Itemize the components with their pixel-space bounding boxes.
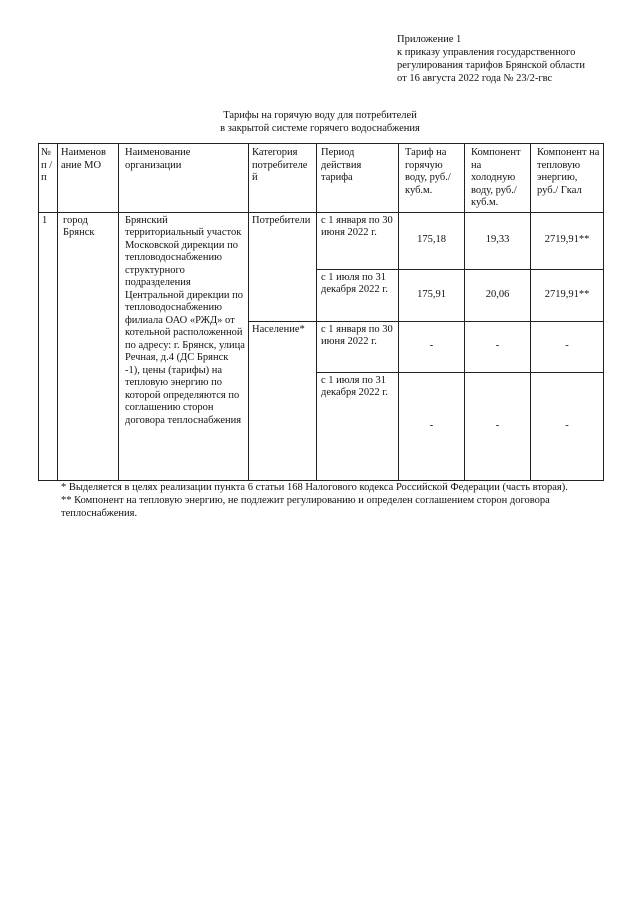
row-tariff: - [399,321,465,372]
header-cold: Компонент на холодную воду, руб./ куб.м. [465,144,531,213]
table-header-row [39,144,604,213]
row-organization: Брянский территориальный участок Московской дирекции по тепловодоснабжению структурного подразделения Центральной дирекции по тепловодоснабжению филиала ОАО «РЖД» от котельной расположенной по адресу: г. Брянск, улица Речная, д.4 (ДС Брянск -1), цены (тарифы) на тепловую энергию по которой определяются по соглашению сторон договора теплоснабжения [119,212,249,480]
appendix-line: от 16 августа 2022 года № 23/2-гвс [397,73,553,84]
header-category: Категория потребителе й [249,144,317,213]
row-period: с 1 января по 30 июня 2022 г. [317,212,399,269]
row-tariff: - [399,372,465,480]
row-heat: - [531,372,604,480]
footnote-1: * Выделяется в целях реализации пункта 6 статьи 168 Налогового кодекса Российской Федерации (часть вторая). [61,482,568,493]
row-heat: - [531,321,604,372]
table-row [39,212,604,269]
row-tariff: 175,18 [399,212,465,269]
document-title [0,109,640,135]
header-period: Период действия тарифа [317,144,399,213]
appendix-line: Приложение 1 [397,34,462,45]
row-cold: - [465,321,531,372]
row-num: 1 [39,212,58,480]
tariff-table [38,143,604,481]
row-mo: город Брянск [58,212,119,480]
row-heat: 2719,91** [531,212,604,269]
title-line-1: Тарифы на горячую воду для потребителей [223,110,417,121]
row-category-population: Население* [249,321,317,480]
header-mo: Наименов ание МО [58,144,119,213]
header-heat: Компонент на тепловую энергию, руб./ Гкал [531,144,604,213]
header-num: № п / п [39,144,58,213]
header-tariff: Тариф на горячую воду, руб./ куб.м. [399,144,465,213]
row-heat: 2719,91** [531,269,604,321]
appendix-line: к приказу управления государственного [397,47,576,58]
row-tariff: 175,91 [399,269,465,321]
row-cold: 19,33 [465,212,531,269]
appendix-block [397,33,632,85]
footnotes [61,481,601,520]
header-org: Наименование организации [119,144,249,213]
row-cold: - [465,372,531,480]
footnote-2: ** Компонент на тепловую энергию, не подлежит регулированию и определен соглашением сторон договора теплоснабжения. [61,495,550,519]
title-line-2: в закрытой системе горячего водоснабжения [220,123,420,134]
row-period: с 1 июля по 31 декабря 2022 г. [317,269,399,321]
row-period: с 1 июля по 31 декабря 2022 г. [317,372,399,480]
row-cold: 20,06 [465,269,531,321]
row-period: с 1 января по 30 июня 2022 г. [317,321,399,372]
appendix-line: регулирования тарифов Брянской области [397,60,585,71]
row-category-consumers: Потребители [249,212,317,321]
